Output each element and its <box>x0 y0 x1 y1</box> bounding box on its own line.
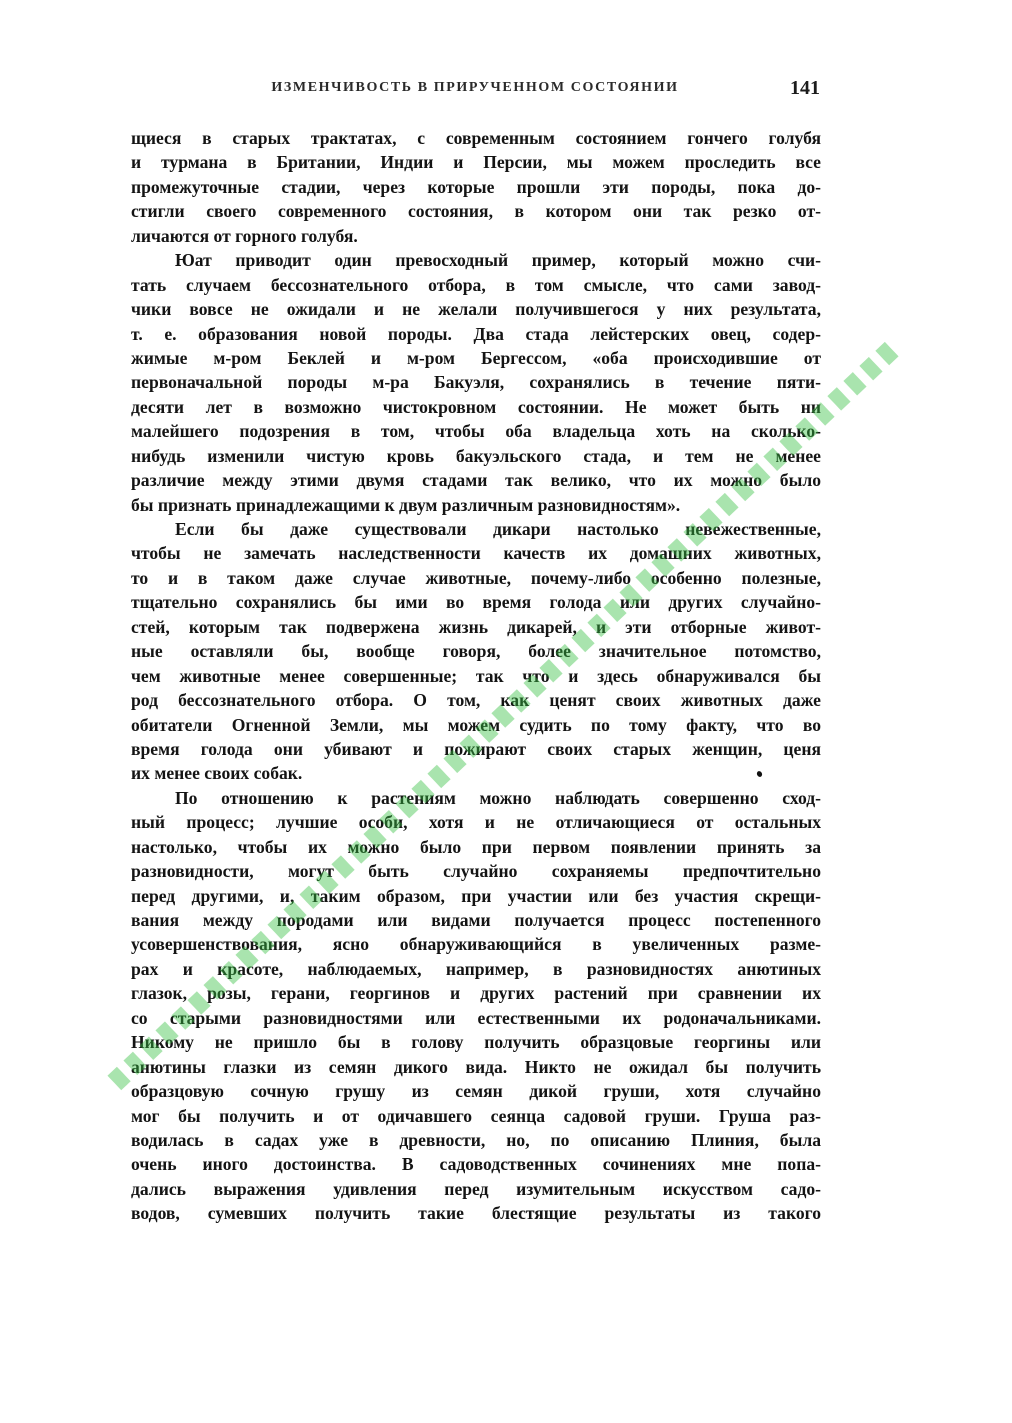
text-line: мог бы получить и от одичавшего сеянца садовой груши. Груша раз- <box>131 1105 821 1126</box>
text-line: Если бы даже существовали дикари настолько невежественные, <box>175 519 821 539</box>
text-line: глазок, розы, герани, георгинов и других растений при сравнении их <box>131 983 821 1004</box>
text-line: личаются от горного голубя. <box>131 225 358 246</box>
text-line: очень иного достоинства. В садоводственных сочинениях мне попа- <box>131 1154 821 1175</box>
text-line: усовершенствования, ясно обнаруживающийся в увеличенных разме- <box>131 934 821 955</box>
text-line: анютины глазки из семян дикого вида. Никто не ожидал бы получить <box>131 1056 821 1077</box>
text-line: их менее своих собак. <box>131 763 303 784</box>
text-line: стигли своего современного состояния, в котором они так резко от- <box>131 201 821 222</box>
text-line: водов, сумевших получить такие блестящие результаты из такого <box>131 1203 821 1224</box>
text-line: настолько, чтобы их можно было при первом появлении принять за <box>131 836 821 857</box>
text-line: промежуточные стадии, через которые прошли эти породы, пока до- <box>131 176 821 197</box>
text-line: первоначальной породы м-ра Бакуэля, сохранялись в течение пяти- <box>131 372 821 393</box>
text-line: щиеся в старых трактатах, с современным состоянием гончего голубя <box>131 128 821 148</box>
text-line: чики вовсе не ожидали и не желали получившегося у них результата, <box>131 299 821 320</box>
page-number: 141 <box>790 77 820 99</box>
text-line: вания между породами или видами получается процесс постепенного <box>131 910 821 930</box>
text-line: различие между этими двумя стадами так велико, что их можно было <box>131 470 821 491</box>
text-line: перед другими, и, таким образом, при участии или без участия скрещи- <box>131 885 821 906</box>
text-line: род бессознательного отбора. О том, как ценят своих животных даже <box>131 690 821 711</box>
text-line: Никому не пришло бы в голову получить образцовые георгины или <box>131 1032 821 1053</box>
text-line: жимые м-ром Беклей и м-ром Бергессом, «оба происходившие от <box>131 347 821 368</box>
running-title: ИЗМЕНЧИВОСТЬ В ПРИРУЧЕННОМ СОСТОЯНИИ <box>271 80 679 95</box>
text-line: тщательно сохранялись бы ими во время голода или других случайно- <box>131 592 821 613</box>
text-line: ные оставляли бы, вообще говоря, более значительное потомство, <box>131 641 821 662</box>
text-line: и турмана в Британии, Индии и Персии, мы можем проследить все <box>131 152 821 173</box>
text-line: десяти лет в возможно чистокровном состоянии. Не может быть ни <box>131 396 821 417</box>
text-line: т. е. образования новой породы. Два стада лейстерских овец, содер- <box>131 323 821 344</box>
text-line: дались выражения удивления перед изумительным искусством садо- <box>131 1178 821 1199</box>
text-line: нибудь изменили чистую кровь бакуэльского стада, и тем не менее <box>131 445 821 466</box>
text-line: малейшего подозрения в том, чтобы оба владельца хоть на сколько- <box>131 421 821 442</box>
text-line: По отношению к растениям можно наблюдать совершенно сход- <box>175 787 821 808</box>
text-line: время голода они убивают и пожирают своих старых женщин, ценя <box>131 738 821 759</box>
text-line: чтобы не замечать наследственности качеств их домашних животных, <box>131 543 821 564</box>
body-text <box>131 126 821 1226</box>
text-line: тать случаем бессознательного отбора, в том смысле, что сами завод- <box>131 274 821 295</box>
text-line: бы признать принадлежащими к двум различным разновидностям». <box>131 494 681 515</box>
text-line: образцовую сочную грушу из семян дикой груши, хотя случайно <box>131 1081 821 1102</box>
text-line: ный процесс; лучшие особи, хотя и не отличающиеся от остальных <box>131 812 821 833</box>
text-line: рах и красоте, наблюдаемых, например, в разновидностях анютиных <box>131 958 821 979</box>
running-head <box>130 77 820 106</box>
text-line: Юат приводит один превосходный пример, который можно счи- <box>175 250 821 271</box>
text-line: чем животные менее совершенные; так что и здесь обнаруживался бы <box>131 665 821 686</box>
text-line: обитатели Огненной Земли, мы можем судить по тому факту, что во <box>131 714 821 735</box>
text-line: водилась в садах уже в древности, но, по описанию Плиния, была <box>131 1129 821 1150</box>
text-line: то и в таком даже случае животные, почему-либо особенно полезные, <box>131 567 821 588</box>
text-line: разновидности, могут быть случайно сохраняемы предпочтительно <box>131 861 821 882</box>
text-line: со старыми разновидностями или естественными их родоначальниками. <box>131 1007 821 1028</box>
text-line: стей, которым так подвержена жизнь дикарей, и эти отборные живот- <box>131 616 821 637</box>
